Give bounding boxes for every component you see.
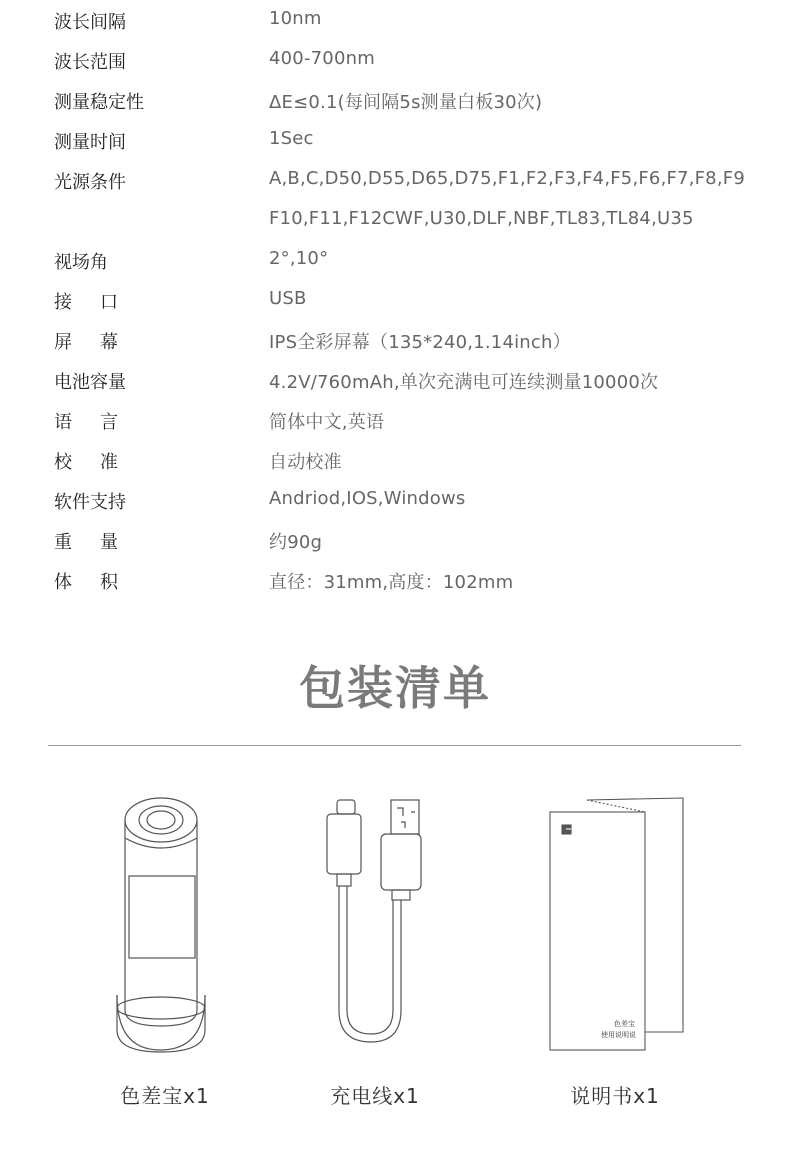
spec-label: 波长范围 (54, 52, 126, 73)
spec-row-measure-time (0, 120, 790, 160)
spec-row-volume (0, 560, 790, 600)
spec-label: 测量稳定性 (54, 92, 144, 113)
spec-label: 软件支持 (54, 492, 126, 513)
spec-value: 约90g (269, 532, 323, 553)
packing-item-device (45, 780, 285, 1120)
spec-row-battery (0, 360, 790, 400)
spec-row-software (0, 480, 790, 520)
spec-label: 重量 (54, 532, 146, 553)
spec-label: 波长间隔 (54, 12, 126, 33)
spec-row-language (0, 400, 790, 440)
spec-value: 400-700nm (269, 48, 375, 69)
packing-item-manual (495, 780, 735, 1120)
spec-value-line2: F10,F11,F12CWF,U30,DLF,NBF,TL83,TL84,U35 (269, 208, 694, 229)
spec-value: ΔE≤0.1(每间隔5s测量白板30次) (269, 92, 543, 113)
packing-item-label: 说明书x1 (570, 1084, 660, 1108)
spec-row-stability (0, 80, 790, 120)
booklet-title-text: 色差宝 (614, 1020, 635, 1028)
spec-row-screen (0, 320, 790, 360)
usb-cable-icon (255, 780, 495, 1070)
spec-label: 屏幕 (54, 332, 146, 353)
spec-value: 4.2V/760mAh,单次充满电可连续测量10000次 (269, 372, 659, 393)
spec-row-wavelength-interval (0, 0, 790, 40)
packing-list-title: 包装清单 (299, 661, 491, 715)
divider (48, 745, 741, 746)
spec-value: 2°,10° (269, 248, 329, 269)
booklet-subtitle-text: 使用说明说 (601, 1031, 636, 1039)
spec-label: 校准 (54, 452, 146, 473)
spec-label: 光源条件 (54, 172, 126, 193)
spec-label: 接口 (54, 292, 146, 313)
spec-value: 10nm (269, 8, 322, 29)
spec-row-wavelength-range (0, 40, 790, 80)
spec-value: A,B,C,D50,D55,D65,D75,F1,F2,F3,F4,F5,F6,F7,F8,F9 (269, 168, 745, 189)
spec-value: 简体中文,英语 (269, 412, 385, 433)
spec-value: 1Sec (269, 128, 314, 149)
spec-label: 语言 (54, 412, 146, 433)
spec-value: USB (269, 288, 307, 309)
spec-value: 直径：31mm,高度：102mm (269, 572, 514, 593)
packing-item-label: 充电线x1 (330, 1084, 420, 1108)
spec-row-weight (0, 520, 790, 560)
spec-value: IPS全彩屏幕（135*240,1.14inch） (269, 332, 571, 353)
spec-value: 自动校准 (269, 452, 342, 473)
spec-label: 电池容量 (54, 372, 126, 393)
spec-row-field-of-view (0, 240, 790, 280)
spec-row-calibration (0, 440, 790, 480)
spec-label: 视场角 (54, 252, 108, 273)
spec-value: Andriod,IOS,Windows (269, 488, 466, 509)
packing-item-cable (255, 780, 495, 1120)
manual-booklet-icon (495, 780, 735, 1070)
packing-item-label: 色差宝x1 (120, 1084, 210, 1108)
spec-label: 测量时间 (54, 132, 126, 153)
spec-row-illuminants (0, 160, 790, 240)
spec-label: 体积 (54, 572, 146, 593)
colorimeter-device-icon (45, 780, 285, 1070)
spec-row-interface (0, 280, 790, 320)
